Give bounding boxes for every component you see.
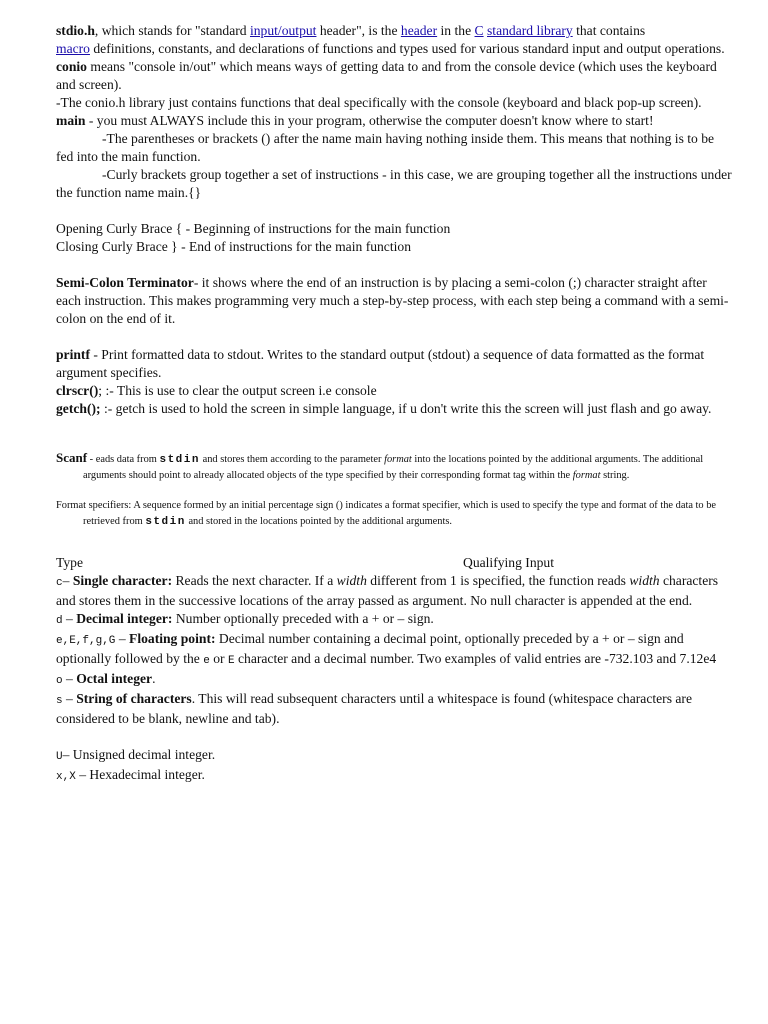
scanf-section bbox=[56, 450, 734, 530]
clrscr-term: clrscr() bbox=[56, 383, 99, 398]
spec-e: e,E,f,g,G – Floating point: Decimal number containing a decimal point, optionally preceded by a + or – sign and optionally followed by the e or E character and a decimal number. Two examples of valid entries are -732.103 and 7.12e4 bbox=[56, 631, 717, 667]
printf-term: printf bbox=[56, 347, 90, 362]
printf-paragraph bbox=[56, 346, 734, 382]
printf-text: - Print formatted data to stdout. Writes to the standard output (stdout) a sequence of data formatted as the format argument specifies. bbox=[56, 347, 705, 380]
spec-u: U– Unsigned decimal integer. bbox=[56, 747, 216, 763]
scanf-term: Scanf bbox=[56, 450, 88, 465]
link-header[interactable]: header bbox=[400, 23, 438, 38]
qualifying-input-header: Qualifying Input bbox=[463, 555, 554, 570]
main-term: main bbox=[56, 113, 86, 128]
main-text: - you must ALWAYS include this in your program, otherwise the computer doesn't know where to start! bbox=[85, 113, 654, 128]
spec-s: s – String of characters. This will read subsequent characters until a whitespace is found (whitespace characters are considered to be blank, newline and tab). bbox=[56, 691, 692, 726]
scanf-paragraph: Scanf - eads data from stdin and stores them according to the parameter format into the locations pointed by the additional arguments. The additional arguments should point to already allocated objects of the type specified by their corresponding format tag within the format string. bbox=[56, 450, 704, 481]
link-standard-library[interactable]: standard library bbox=[487, 23, 573, 38]
stdin-code: stdin bbox=[159, 454, 200, 466]
main-parens-note: -The parentheses or brackets () after the name main having nothing inside them. This means that nothing is to be fed into the main function. bbox=[56, 131, 715, 164]
stdio-paragraph bbox=[56, 22, 734, 58]
spec-o: o – Octal integer. bbox=[56, 671, 156, 687]
link-macro[interactable]: macro bbox=[56, 41, 90, 56]
stdio-text: in the bbox=[437, 23, 475, 38]
main-curly-note: -Curly brackets group together a set of instructions - in this case, we are grouping together all the instructions under the function name main.{} bbox=[56, 167, 732, 200]
link-input-output[interactable]: input/output bbox=[249, 23, 317, 38]
conio-note: -The conio.h library just contains functions that deal specifically with the console (keyboard and black pop-up screen). bbox=[56, 95, 702, 110]
closing-brace-line: Closing Curly Brace } - End of instructions for the main function bbox=[56, 239, 411, 254]
semicolon-term: Semi-Colon Terminator bbox=[56, 275, 194, 290]
clrscr-paragraph bbox=[56, 382, 734, 400]
stdio-text: definitions, constants, and declarations of functions and types used for various standard input and output operations. bbox=[89, 41, 725, 56]
main-paragraph bbox=[56, 112, 734, 130]
semicolon-paragraph bbox=[56, 274, 734, 328]
spec-c: c– Single character: Reads the next character. If a width different from 1 is specified, the function reads width characters and stores them in the successive locations of the array passed as argument. No null character is appended at the end. bbox=[56, 573, 719, 608]
getch-paragraph bbox=[56, 400, 734, 418]
getch-term: getch(); bbox=[56, 401, 101, 416]
conio-term: conio bbox=[56, 59, 87, 74]
conio-text: means "console in/out" which means ways of getting data to and from the console device (which uses the keyboard and screen). bbox=[56, 59, 717, 92]
type-header: Type bbox=[56, 555, 83, 570]
specifier-table-header bbox=[56, 554, 734, 572]
stdio-text: header", is the bbox=[316, 23, 401, 38]
stdio-term: stdio.h bbox=[56, 23, 95, 38]
getch-text: :- getch is used to hold the screen in simple language, if u don't write this the screen will just flash and go away. bbox=[100, 401, 712, 416]
clrscr-text: ; :- This is use to clear the output screen i.e console bbox=[98, 383, 377, 398]
stdio-text: that contains bbox=[572, 23, 646, 38]
semicolon-text: - it shows where the end of an instruction is by placing a semi-colon (;) character straight after each instruction. This makes programming very much a step-by-step process, with each step being a command with a semi-colon on the end of it. bbox=[56, 275, 729, 326]
spec-x: x,X – Hexadecimal integer. bbox=[56, 767, 205, 783]
conio-paragraph bbox=[56, 58, 734, 94]
spec-d: d – Decimal integer: Number optionally preceded with a + or – sign. bbox=[56, 611, 434, 627]
stdio-text: , which stands for "standard bbox=[94, 23, 250, 38]
opening-brace-line: Opening Curly Brace { - Beginning of instructions for the main function bbox=[56, 221, 451, 236]
stdin-code: stdin bbox=[145, 516, 186, 528]
link-c[interactable]: C bbox=[474, 23, 484, 38]
format-specifier-paragraph: Format specifiers: A sequence formed by an initial percentage sign () indicates a format specifier, which is used to specify the type and format of the data to be retrieved from stdin and stored in the locations pointed by the additional arguments. bbox=[56, 500, 717, 528]
